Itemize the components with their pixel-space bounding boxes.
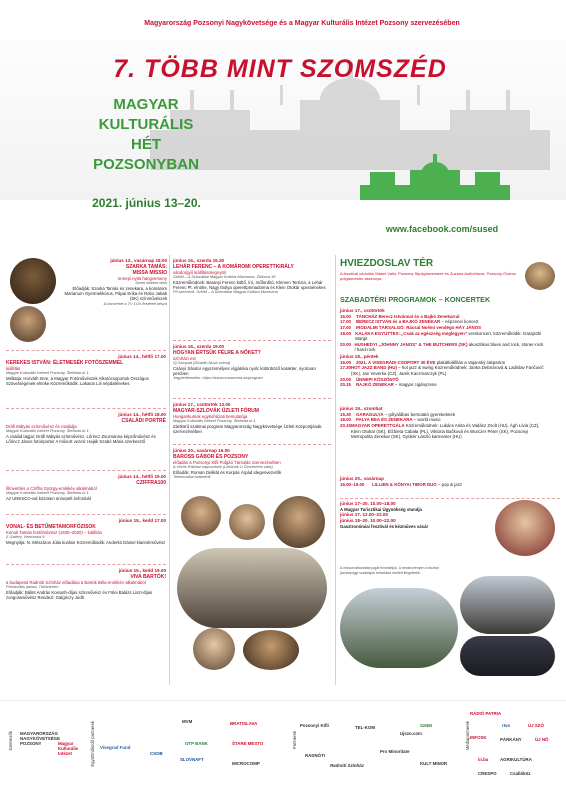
event-description: Az UNESCO-val közösen ünnepelt évforduló <box>6 495 92 501</box>
radiopatria-logo: RÁDIÓ PATRIA <box>470 711 502 716</box>
program-item <box>340 331 545 342</box>
program-title: TÁNCHÁZ Berecz Istvánnal és a Bajkó Zenekarral <box>356 313 460 319</box>
event-title: BAROSS GÁBOR ÉS POZSONY <box>173 453 249 460</box>
square-heading: HVIEZDOSLAV TÉR <box>340 258 434 269</box>
event-divider <box>6 350 166 351</box>
ujszo-logo: ÚJ SZÓ <box>528 723 544 728</box>
event-description: Megnyitja: N. Mészáros Júlia kurátor Közreműködik: Anderkó Dániel klarinétművész <box>6 539 166 545</box>
event-date: június 13., vasárnap 18.00 <box>110 258 167 263</box>
kultminor-logo: KULT MINOR <box>420 761 448 766</box>
prominoritate-logo: Pro Minoritate <box>380 749 410 754</box>
event-entry <box>173 344 331 381</box>
footer <box>0 700 566 801</box>
festival-subtitle <box>86 95 206 175</box>
program-time: 17.00 <box>340 324 351 330</box>
event-subtitle: Dráfi Mátyás színművész és családja <box>6 423 77 429</box>
event-note: Fő szervező: SzNM – A Szlovákiai Magyar Kultúra Múzeuma <box>173 289 278 295</box>
program-day <box>340 476 545 487</box>
crespo-logo: CRESPO <box>478 771 497 776</box>
program-extra: – hot jazz & swing Közreműködnek: Janka Debnárová & Ladislav Fančovič (SK), Jan Veverka (CZ), Jarek Kaczmarczyk (PL) <box>351 365 544 376</box>
event-subtitle: színházi est <box>173 355 196 361</box>
event-note: Telekocsiba buttonfolt <box>173 474 211 480</box>
festival-title: 7. TÖBB MINT SZOMSZÉD <box>113 55 447 83</box>
event-photo <box>10 258 56 304</box>
program-time: 15.30 <box>340 411 351 417</box>
event-venue: Primáciális palota, Tükörterem <box>6 584 59 590</box>
program-item <box>340 382 545 388</box>
sznm-logo: SzNM <box>420 723 432 728</box>
inba-logo: in.ba <box>478 757 489 762</box>
event-title: CSALÁDI PORTRÉ <box>121 417 166 424</box>
program-day-label: június 17., csütörtök <box>340 308 385 313</box>
program-day-label: június 19., szombat <box>340 406 383 411</box>
event-divider <box>6 564 166 565</box>
square-intro: A fesztivál védnöke Matúš Vallo, Pozsony főpolgármestere és Zuzana Aufrichtová, Pozsony-Óváros polgármester asszonya <box>340 271 517 281</box>
event-title: VIVA BARTÓK! <box>130 573 166 580</box>
program-title: PALYA BEA ÉS ZENEKARA <box>356 417 413 423</box>
institute-logo: Magyar Kulturális Intézet <box>58 741 79 756</box>
event-title: MISSA MISSIO <box>132 269 167 276</box>
event-divider <box>6 470 166 471</box>
event-subtitle: filmvetítés a Cziffra György-emlékév alkalmából <box>6 485 97 491</box>
event-date: június 16., szerda 19.00 <box>173 344 225 349</box>
program-extra: – népzenei koncert <box>440 319 479 325</box>
program-extra: – gólyalábas bemutató gyerekeknek <box>383 411 456 417</box>
event-entry <box>6 518 166 545</box>
program-extra: – pop & jazz <box>436 481 463 487</box>
event-description: Közreműködnek: Baranyi Ferenc költő, író, műfordító, Klemen Terézia, a Lehár Ferenc Pt. elnöke, Nagy Ibolya operettprimadonna és Klein Otokár operaénekes <box>173 279 326 291</box>
mvm-logo: MVM <box>182 719 193 724</box>
program-time: 18.00 <box>340 417 351 423</box>
program-title: 2021. A VISEGRÁDI CSOPORT 30 ÉVE <box>356 359 436 365</box>
stand-date: június 18–20. 10.00–22.00 <box>340 517 396 523</box>
program-title: KALÁKA EGYÜTTES: „Csak az egészség meglegyen” <box>355 330 468 336</box>
stand-title: A Magyar Turisztikai Ügynökség standja <box>340 506 422 512</box>
stand-date: június 17. 12.00–22.00 <box>340 512 389 518</box>
program-extra: – magyar cigányzene <box>393 382 437 388</box>
event-subtitle: a budapesti Radnóti Színház előadása a Bartók Béla-emlékév alkalmából <box>6 579 146 585</box>
footer-label: Médiapartnerek <box>465 721 470 751</box>
header <box>0 0 566 250</box>
column-divider <box>169 255 170 685</box>
event-title: LEHÁR FERENC – A KOMÁROMI OPERETTKIRÁLY <box>173 263 294 270</box>
agrikultura-logo: AGRIKULTÚRA <box>500 757 532 762</box>
website-link[interactable]: www.facebook.com/sused <box>385 224 499 234</box>
program-title: MAGYAR OPERETTGÁLA <box>351 422 405 428</box>
program-title: LILLIEN & KÖNYAI TIBOR DUO <box>372 481 437 487</box>
event-venue: Magyar Kulturális Intézet Pozsony, Štefánia út 1. <box>6 490 90 496</box>
subtitle-line: MAGYAR <box>113 96 179 113</box>
stand-footer: Gasztronómiai fesztivál és kézműves vásár <box>340 523 429 529</box>
program-extra: akusztikus blues and rock, stoner-rock / hard-rock <box>354 341 544 353</box>
rtvs-logo: rtvs <box>502 723 511 728</box>
event-title: KEREKES ISTVÁN: ÉLETMESÉK FOTÓSZEMMEL <box>6 359 124 366</box>
event-date: június 17., csütörtök 13.00 <box>173 402 231 407</box>
bratislava-logo: BRATISLAVA <box>230 721 258 726</box>
program-extra: – world music <box>412 417 441 423</box>
organizers-line: Magyarország Pozsonyi Nagykövetsége és a Magyar Kulturális Intézet Pozsony szervezésében <box>144 20 460 27</box>
event-entry <box>6 412 166 444</box>
event-title: CZIFFRA100 <box>136 479 166 486</box>
section-divider <box>340 498 560 499</box>
telkom-logo: TEL-KOM <box>355 725 375 730</box>
event-venue: Új Színpad (Divadlo Nová scéna) <box>173 360 231 366</box>
program-day-label: június 20., vasárnap <box>340 476 384 481</box>
program-title: RAJKÓ ZENEKAR <box>356 382 394 388</box>
event-venue: Z Gallery, Ventúrska 9 <box>6 534 45 540</box>
program-time: 17.00 <box>340 319 351 325</box>
event-entry <box>173 448 331 480</box>
program-time: 16.00 <box>340 313 351 319</box>
program-title: ÜNNEPI KÖSZÖNTŐ <box>356 376 399 382</box>
event-venue: Magyar Kulturális Intézet Pozsony, Štefánia út 1. <box>6 370 90 376</box>
kifli-logo: Pozsonyi Kifli <box>300 723 329 728</box>
program-time: 20.15 <box>340 382 351 388</box>
event-entry <box>173 402 331 434</box>
event-date: június 14., hétfő 18.00 <box>118 412 166 417</box>
event-description: A család tagjai: Dráfi Mátyás színművész, Lőrincz Zsuzsanna képzőművész és Lőrincz János fotóriporter A műsort vezeti: Haják Szabó Mária szerkesztő <box>6 433 156 445</box>
csallokoz-logo: Csallóköz <box>510 771 531 776</box>
festival-dates: 2021. június 13–20. <box>92 196 201 210</box>
event-photo <box>495 500 555 556</box>
parkany-logo: PÁRKÁNY <box>500 737 522 742</box>
event-date: június 14., hétfő 19.00 <box>118 474 166 479</box>
program-time: 20.15 <box>340 422 351 428</box>
event-subtitle: ünnepi nyitó hangverseny <box>118 275 167 281</box>
subtitle-line: HÉT <box>131 136 161 153</box>
subtitle-line: KULTURÁLIS <box>98 116 194 133</box>
band-photo <box>340 588 458 668</box>
radnoti-szinhaz-logo: Radnóti Színház <box>330 763 364 768</box>
program-day-label: június 18., péntek <box>340 354 379 359</box>
event-title: SZARKA TAMÁS: <box>125 263 167 270</box>
program-extra: verskoncert, közreműködik: Garajszki Margit <box>355 330 542 342</box>
subtitle-line: POZSONYBAN <box>93 156 199 173</box>
event-divider <box>6 408 166 409</box>
program-title: HOT JAZZ BAND (HU) <box>351 365 397 371</box>
event-entry <box>6 568 166 600</box>
program-item <box>340 365 545 376</box>
otp-logo: OTP BANK <box>185 741 208 746</box>
ujszo-com-logo: Ujszo.com <box>400 731 422 736</box>
event-description: Előadják: Szarka Tamás és zenekara, a komárom Marianum Gyermekkórus, Pápai Erika és Robo Jakab (SK) színművészek <box>64 285 167 302</box>
slovnaft-logo: SLOVNAFT <box>180 757 204 762</box>
program-time: 16.00 <box>340 359 351 365</box>
event-subtitle: kiállítás <box>6 365 21 371</box>
csob-logo: CSOB <box>150 751 163 756</box>
event-note: A koncertet a TV LUX felvételt készít <box>103 300 167 306</box>
event-note: Jegyértékesítés: https://www.novascena.sk/program <box>173 375 263 381</box>
program-title: BERECZ ISTVÁN és a BAJKÓ ZENEKAR <box>356 319 441 325</box>
event-entry <box>61 258 167 307</box>
infosk-logo: INFOSK <box>470 735 487 740</box>
program-extra: plakátkiállítás a Vajanský rakparton <box>435 359 506 365</box>
event-date: június 14., hétfő 17.00 <box>118 354 166 359</box>
program-extra: Közreműködnek: Lukács Anita és Vadász Zsolt (HU), Ágh Lívia (CZ), Klein Otokar (SK), Elżbieta Cabała (PL), Viktória Bačková és Wurczer Péter (SK), Pozsonyi Metropolita Zenekar (SK), Gyükér László karmester (HU) <box>351 422 540 440</box>
event-title: HOGYAN ÉRTSÜK FÉLRE A NŐKET? <box>173 349 261 356</box>
stand-date: június 17–20. 10.00–18.00 <box>340 501 396 506</box>
event-venue: Magyar Kulturális Intézet Pozsony, Štefánia út 1. <box>173 418 257 424</box>
program-time: 20.00 <box>340 341 351 347</box>
event-entry <box>173 258 331 295</box>
event-description: Előadják: Bálint András Kossuth-díjas színművész és Fülei Balázs Liszt-díjas zongoraművész Rendezi: Galgóczy Judit <box>6 589 153 601</box>
footer-label: Partnerek <box>292 731 297 750</box>
footer-label: Együttműködő partnerek <box>90 721 95 767</box>
event-subtitle: előadás a Pozsonyi Kifli Polgári Társulás szervezésében <box>173 459 281 465</box>
program-title: IRODALMI TÁRSALGÓ: Rácsai Noémi vendégo HÁY JÁNOS <box>356 324 482 330</box>
program-item <box>340 423 545 440</box>
disclaimer: A műsorváltoztatás jogát fenntartjuk. A rendezvényen a tisztán járványügyi szabályok betartása mellett illegettetik. <box>340 566 439 575</box>
embassy-logo: MAGYARORSZÁG NAGYKÖVETSÉGE POZSONY <box>20 731 61 746</box>
event-entry <box>6 474 166 501</box>
event-date: június 20., vasárnap 16.00 <box>173 448 230 453</box>
visegrad-logo: Visegrad Fund <box>100 745 131 750</box>
program-time: 17.30 <box>340 365 351 371</box>
event-title: VONAL- ÉS BETŰMETAMORFÓZISOK <box>6 523 96 530</box>
program-title: HUSHEDYI „JOHNNY JÁNOS” & THE BUTCHERS (SK) <box>354 341 468 347</box>
event-description: Méltatja: Horváth Imre, a Magyar Fotóművészek Alkotócsoportok Országos Szövetségének elnöke Közreműködik: Lakatos Lili népdalénekes <box>6 375 149 387</box>
event-photo <box>229 504 265 540</box>
green-skyline-icon <box>360 150 510 205</box>
program-item <box>340 482 545 488</box>
section-title: SZABADTÉRI PROGRAMOK – KONCERTEK <box>340 295 491 304</box>
program-time: 18.00 <box>340 330 351 336</box>
band-photo <box>177 548 327 628</box>
event-description: Előadók: Roman Delikát és Korpás Árpád idegenvezetők <box>173 469 282 475</box>
band-photo <box>460 576 555 634</box>
event-photo <box>273 496 325 548</box>
event-divider <box>173 444 331 445</box>
event-subtitle: Konok Tamás festőművész (1930–2020) – kiállítás <box>6 529 102 535</box>
event-photo <box>243 630 299 670</box>
column-divider <box>335 255 336 685</box>
event-photo <box>193 628 235 670</box>
program-time: 20.00 <box>340 376 351 382</box>
event-divider <box>6 514 166 515</box>
program-day <box>340 308 545 353</box>
event-photo <box>10 306 46 342</box>
event-divider <box>173 398 331 399</box>
event-photo <box>525 262 555 290</box>
program-time: 16.00–19.00 <box>340 481 365 487</box>
event-venue: Szent Márton dóm <box>135 280 167 286</box>
event-divider <box>173 340 331 341</box>
tourism-stand <box>340 501 460 529</box>
event-date: június 16., szerda 15.30 <box>173 258 225 263</box>
ujno-logo: ÚJ NŐ <box>535 737 549 742</box>
event-date: június 15., kedd 17.00 <box>118 518 166 523</box>
event-subtitle: Hungarikumok egykoházati bemutatója <box>173 413 248 419</box>
event-subtitle: vándorgyű kiállításmegnyitó <box>173 269 227 275</box>
program-day <box>340 354 545 388</box>
event-venue: A Vörös Rákhoz kapcsolódó (Lekárnik U Červeného raka) <box>173 464 273 470</box>
event-venue: Magyar Kulturális Intézet Pozsony, Štefánia út 1. <box>6 428 90 434</box>
footer-label: Szervezők <box>8 731 13 751</box>
program-item <box>340 342 545 353</box>
radnoti-logo: RADNÓTI <box>305 753 326 758</box>
program-day <box>340 406 545 440</box>
event-description: Csányi Sándor egyszemélyes vígjátéka nyolc különböző karakter, nyolcvan percben <box>173 365 316 377</box>
staremesto-logo: ŠTARE MESTO <box>232 741 264 746</box>
event-description: Zártkörű szakmai program Magyarország Nagykövetsége Üzleti Központjának szervezésében <box>173 423 322 435</box>
event-date: június 15., kedd 19.00 <box>118 568 166 573</box>
event-venue: SzNM – A Szlovákiai Magyar Kultúra Múzeuma, Žižkova 18 <box>173 274 276 280</box>
microcomp-logo: MICROCOMP <box>232 761 260 766</box>
event-title: MAGYAR-SZLOVÁK ÜZLETI FÓRUM <box>173 407 259 414</box>
event-entry <box>6 354 166 386</box>
event-photo <box>181 496 221 536</box>
orchestra-photo <box>460 636 555 676</box>
program-title: GARAGULYA <box>356 411 384 417</box>
